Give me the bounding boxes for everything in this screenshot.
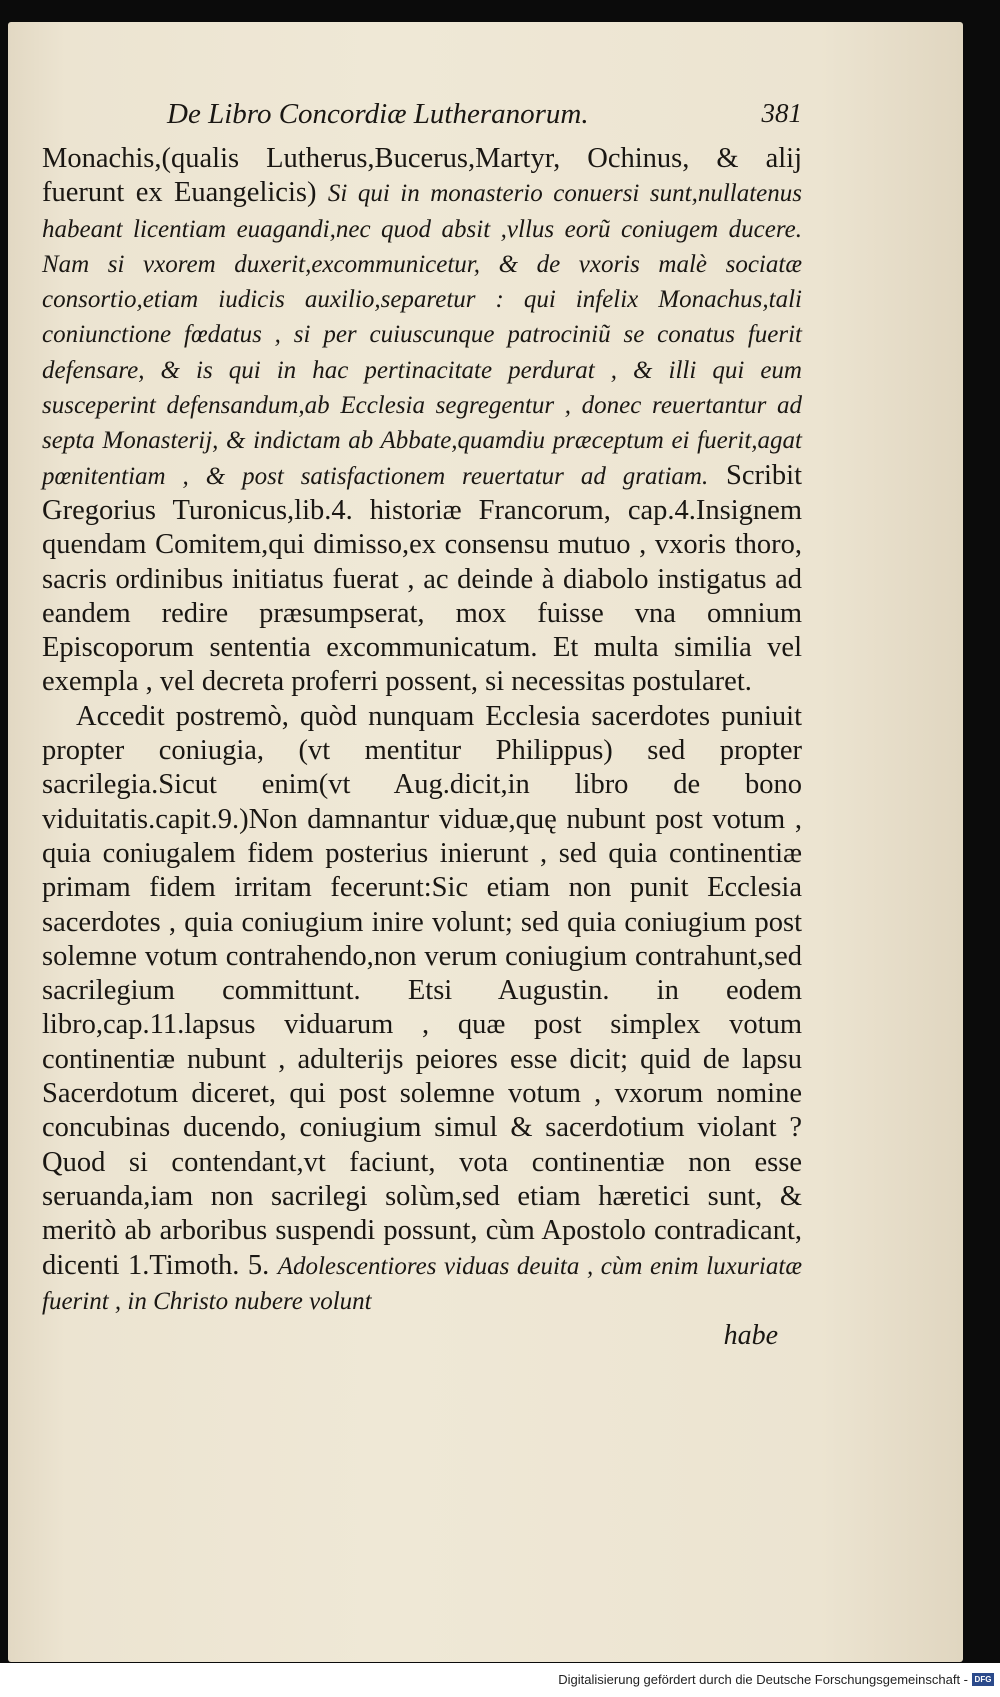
running-title: De Libro Concordiæ Lutheranorum. — [167, 98, 589, 130]
text-run: Scribit Gregorius Turonicus,lib.4. historiæ Francorum, cap.4.Insignem quendam Comitem,qui dimisso,ex consensu mutuo , vxoris thoro, sacris ordinibus initiatus fuerat , ac deinde à diabolo instigatus ad eandem redire præsumpserat, mox fuisse vna omnium Episcoporum sententia excommunicatum. Et multa similia vel exempla , vel decreta proferri possent, si necessitas postularet. — [42, 459, 803, 698]
text-block — [42, 98, 802, 1353]
running-head — [42, 98, 802, 142]
footer-bar — [0, 1663, 1000, 1697]
paragraph-2 — [42, 700, 802, 1319]
catchword: habe — [723, 1320, 778, 1352]
text-run: Accedit postremò, quòd nunquam Ecclesia sacerdotes puniuit propter coniugia, (vt mentitur Philippus) sed propter sacrilegia.Sicut enim(vt Aug.dicit,in libro de bono viduitatis.capit.9.)Non damnantur viduæ,quę nubunt post votum , quia coniugalem fidem posterius inierunt , sed quia continentiæ primam fidem irritam fecerunt:Sic etiam non punit Ecclesia sacerdotes , quia coniugium inire volunt; sed quia coniugium post solemne votum contrahendo,non verum coniugium contrahunt,sed sacrilegium committunt. Etsi Augustin. in eodem libro,cap.11.lapsus viduarum , quæ post simplex votum continentiæ nubunt , adulterijs peiores esse dicit; quid de lapsu Sacerdotum diceret, qui post solemne votum , vxorum nomine concubinas ducendo, coniugium simul & sacerdotium violant ? Quod si contendant,vt faciunt, vota continentiæ non esse seruanda,iam non sacrilegi solùm,sed etiam hæretici sunt, & meritò ab arboribus suspendi possunt, cùm Apostolo contradicant, dicenti 1.Timoth. 5. — [42, 700, 802, 1281]
page-number: 381 — [761, 98, 802, 128]
quotation-italic: Si qui in monasterio conuersi sunt,nullatenus habeant licentiam euagandi,nec quod absit ,vllus eorũ coniugem ducere. Nam si vxorem duxerit,excommunicetur, & de vxoris malè sociatæ consortio,etiam iudicis auxilio,separetur : qui infelix Monachus,tali coniunctione fœdatus , si per cuiuscunque patrociniũ se conatus fuerit defensare, & is qui in hac pertinacitate perdurat , & illi qui eum susceperint defensandum,ab Ecclesia segregentur , donec reuertantur ad septa Monasterij, & indictam ab Abbate,quamdiu præceptum ei fuerit,agat pœnitentiam , & post satisfactionem reuertatur ad gratiam. — [42, 180, 802, 490]
quotation-italic: Adolescentiores viduas deuita , cùm enim luxuriatæ fuerint , in Christo nubere volunt — [42, 1252, 802, 1315]
dfg-logo-icon: DFG — [972, 1673, 994, 1686]
body-text — [42, 142, 802, 1319]
paragraph-1 — [42, 142, 802, 700]
footer-credit: Digitalisierung gefördert durch die Deutsche Forschungsgemeinschaft - — [558, 1672, 968, 1687]
text-run: Monachis,(qualis Lutherus,Bucerus,Martyr, Ochinus, & alij fuerunt ex Euangelicis) — [42, 143, 802, 209]
book-page — [8, 22, 963, 1662]
